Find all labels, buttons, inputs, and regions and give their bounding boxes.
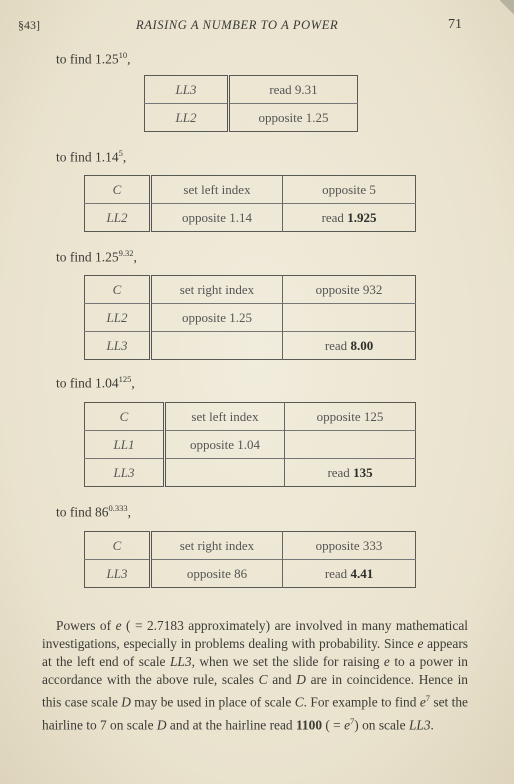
scale-cell: LL1: [85, 431, 165, 459]
text-run: ( = 2.7183 approximately) are involved in many mathematical investigations, especially in problems dealing with probability. Since: [42, 618, 469, 652]
slide-rule-table: [84, 402, 416, 487]
scale-name: D: [296, 672, 306, 688]
action-cell: opposite 1.25: [229, 104, 358, 132]
scale-name: C: [294, 694, 304, 710]
intro-exponent: 10: [118, 50, 128, 60]
action-cell: opposite 1.04: [165, 431, 285, 459]
page-corner: [500, 0, 514, 22]
result-cell: opposite 125: [316, 408, 384, 424]
table-row: [85, 431, 416, 459]
result-value: 135: [353, 464, 373, 480]
intro-exponent: 125: [118, 374, 132, 384]
table-row: [85, 532, 416, 560]
result-cell: opposite 333: [315, 537, 383, 553]
scale-name: D: [121, 694, 131, 710]
text-run: may be used in place of scale: [130, 694, 295, 710]
text-run: ) on scale: [354, 717, 409, 733]
action-cell: [229, 76, 358, 104]
action-cell: set right index: [151, 276, 283, 304]
text-run: appears at the left end of scale: [42, 636, 468, 670]
exponent: 7: [425, 693, 431, 704]
scale-name: LL3: [408, 717, 431, 733]
example-intro: to find 1.14$^5$,: [56, 148, 127, 165]
action-cell: [151, 332, 283, 360]
action-cell: set left index: [151, 176, 283, 204]
result-cell: [283, 304, 416, 332]
result-value: 8.00: [350, 337, 374, 353]
scale-cell: LL2: [145, 104, 229, 132]
example-intro: to find $1.25^{9.32}$,: [56, 248, 137, 265]
scale-cell: LL3: [145, 76, 229, 104]
result-prefix: read: [324, 565, 351, 581]
scale-cell: LL3: [85, 459, 165, 487]
result-value: 1100: [295, 717, 323, 733]
table-row: [85, 560, 416, 588]
action-cell: set left index: [165, 403, 285, 431]
scale-cell: LL2: [85, 204, 151, 232]
intro-text: to find 1.14: [56, 149, 119, 165]
scale-cell: LL2: [85, 304, 151, 332]
text-run: are in coincidence. Hence in this case scale: [42, 672, 468, 710]
scale-cell: LL3: [85, 560, 151, 588]
intro-text: to find 86: [56, 504, 109, 520]
math-e: e: [383, 654, 390, 670]
text-run: ( =: [322, 717, 345, 733]
example-intro: to find $86^{0.333}$,: [56, 503, 131, 520]
table-row: [85, 204, 416, 232]
text-run: and: [267, 672, 297, 688]
table-row: [85, 459, 416, 487]
action-cell: opposite 1.14: [151, 204, 283, 232]
text-run: . For example to find: [303, 694, 420, 710]
action-text: read 9.31: [269, 81, 318, 97]
table-row: [85, 304, 416, 332]
body-paragraph: [42, 617, 468, 734]
table-row: [145, 104, 358, 132]
action-cell: opposite 1.25: [151, 304, 283, 332]
scale-cell: C: [85, 276, 151, 304]
chapter-title: RAISING A NUMBER TO A POWER: [136, 18, 339, 32]
slide-rule-table: [84, 531, 416, 588]
table-row: [85, 276, 416, 304]
scale-name: D: [156, 717, 167, 733]
result-prefix: read: [321, 209, 348, 225]
result-cell: opposite 5: [322, 181, 376, 197]
text-run: and at the hairline read: [166, 717, 296, 733]
action-cell: set right index: [151, 532, 283, 560]
math-e: e: [417, 636, 424, 652]
text-run: Powers of: [56, 618, 116, 634]
math-e: e: [115, 618, 122, 634]
scale-cell: C: [85, 532, 151, 560]
math-e: e: [344, 717, 351, 733]
table-row: [85, 403, 416, 431]
intro-exponent: 0.333: [108, 503, 128, 513]
text-run: set the hairline to 7 on scale: [42, 694, 468, 733]
result-value: 4.41: [350, 565, 374, 581]
table-row: [145, 76, 358, 104]
table-row: [85, 332, 416, 360]
scale-name: C: [258, 672, 268, 688]
intro-text: to find 1.25: [56, 51, 119, 67]
text-run: , when we set the slide for raising: [191, 654, 384, 670]
example-intro: to find 1.04$^{125}$,: [56, 374, 135, 391]
scale-cell: C: [85, 176, 151, 204]
result-cell: [283, 332, 416, 360]
exponent: 7: [350, 715, 355, 726]
result-cell: [285, 431, 416, 459]
scale-cell: C: [85, 403, 165, 431]
slide-rule-table: [84, 175, 416, 232]
table-row: [85, 176, 416, 204]
slide-rule-table: [84, 275, 416, 360]
intro-text: to find 1.25: [56, 249, 119, 265]
action-cell: opposite 86: [151, 560, 283, 588]
result-cell: opposite 932: [315, 281, 383, 297]
example-intro: to find 1.25$^{10}$,: [56, 50, 131, 67]
math-e: e: [419, 694, 426, 710]
result-prefix: read: [327, 464, 354, 480]
result-cell: [283, 204, 416, 232]
page-number: 71: [448, 17, 462, 32]
result-prefix: read: [324, 337, 351, 353]
text-run: .: [430, 717, 434, 733]
scale-name: LL3: [169, 654, 192, 670]
result-value: 1.925: [347, 209, 377, 225]
slide-rule-table: [144, 75, 358, 132]
text-run: to a power in accordance with the above rule, scales: [42, 654, 468, 688]
scale-cell: LL3: [85, 332, 151, 360]
result-cell: [285, 459, 416, 487]
action-cell: [165, 459, 285, 487]
result-cell: [283, 560, 416, 588]
running-header: [18, 14, 474, 36]
intro-exponent: 9.32: [118, 248, 134, 258]
intro-text: to find 1.04: [56, 375, 119, 391]
intro-exponent: 5: [118, 148, 123, 158]
section-number: §43]: [18, 18, 40, 32]
